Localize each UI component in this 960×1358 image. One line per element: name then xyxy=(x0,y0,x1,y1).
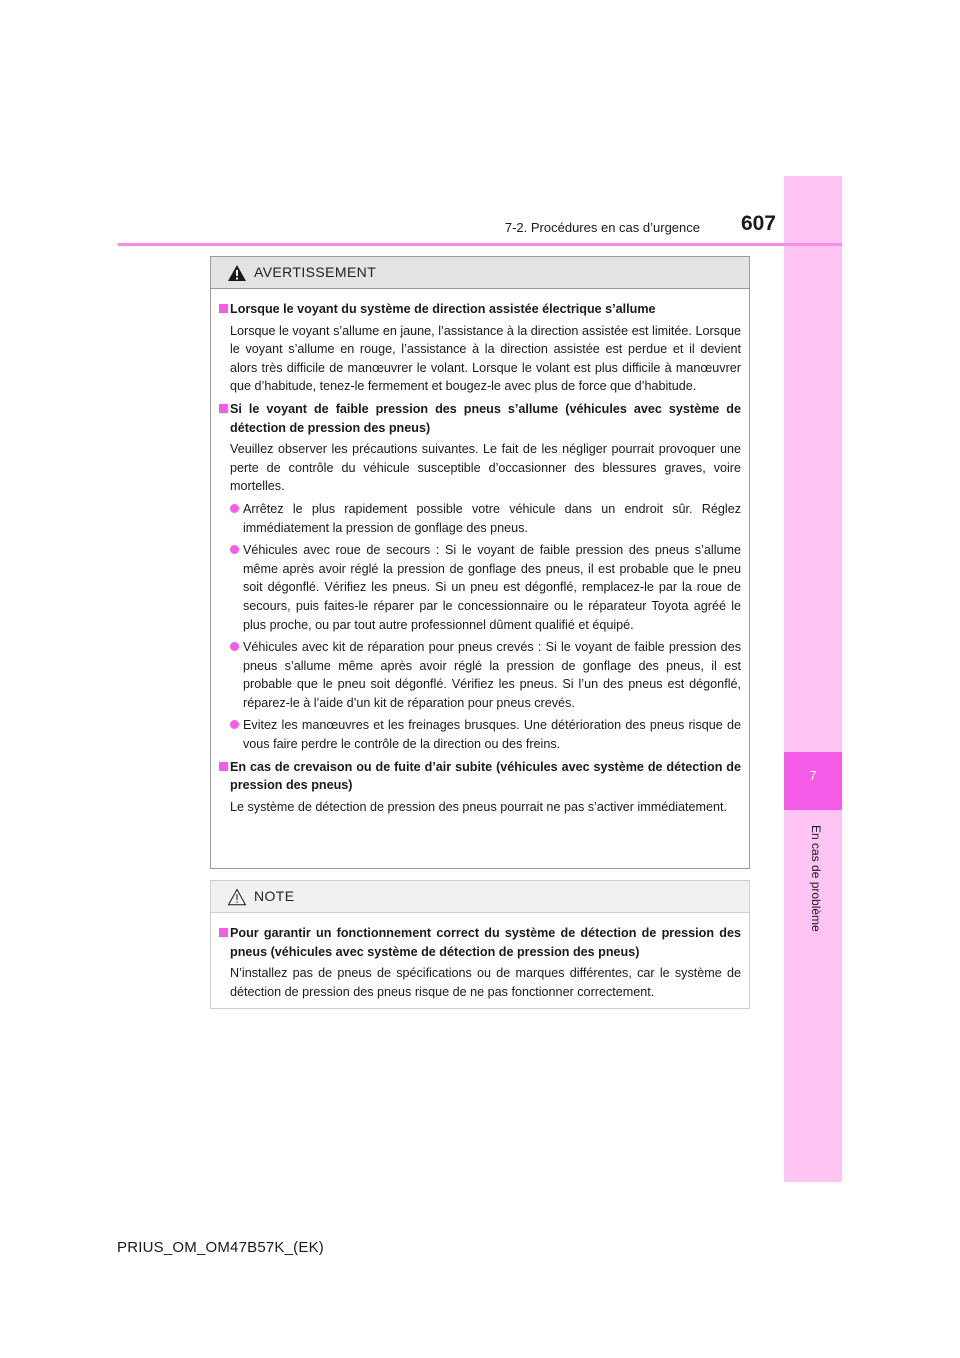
square-bullet-icon xyxy=(219,762,228,771)
section-heading xyxy=(219,758,741,795)
note-body xyxy=(211,913,749,1001)
round-bullet-icon xyxy=(230,504,239,513)
warning-body xyxy=(211,289,749,816)
list-item-text: Véhicules avec roue de secours : Si le voyant de faible pression des pneus s’allume même après avoir réglé la pression de gonflage des pneus, il est probable que le pneu soit dégonflé. Vérifiez les pneus. Si un pneu est dégonflé, remplacez-le par la roue de secours, puis faites-le réparer par le concessionnaire ou le réparateur Toyota agréé le plus proche, ou par tout autre professionnel dûment qualifié et équipé. xyxy=(243,543,741,632)
note-box xyxy=(210,880,750,1009)
round-bullet-icon xyxy=(230,545,239,554)
round-bullet-icon xyxy=(230,720,239,729)
section-heading xyxy=(219,400,741,437)
paragraph-text: Lorsque le voyant s’allume en jaune, l’assistance à la direction assistée est limitée. Lorsque le voyant s’allume en rouge, l’assistance à la direction assistée est perdue et il devient alors très difficile de manœuvrer le volant. Lorsque le volant est plus difficile à manœuvrer que d’habitude, tenez-le fermement et bougez-le avec plus de force que d’habitude. xyxy=(230,323,741,394)
note-title: NOTE xyxy=(254,888,295,904)
section-heading xyxy=(219,924,741,961)
chapter-label xyxy=(809,825,823,845)
list-item-text: Evitez les manœuvres et les freinages brusques. Une détérioration des pneus risque de vous faire perdre le contrôle de la direction ou des freins. xyxy=(243,718,741,752)
section-title: 7-2. Procédures en cas d’urgence xyxy=(504,220,700,235)
page-number: 607 xyxy=(740,212,776,235)
warning-triangle-outline-icon xyxy=(227,888,247,906)
paragraph xyxy=(219,440,741,496)
warning-triangle-filled-icon xyxy=(227,264,247,282)
round-bullet-icon xyxy=(230,642,239,651)
paragraph xyxy=(219,322,741,396)
warning-box xyxy=(210,256,750,869)
chapter-side-tab xyxy=(784,176,842,1182)
chapter-number: 7 xyxy=(809,768,817,783)
heading-text: Lorsque le voyant du système de direction assistée électrique s’allume xyxy=(230,302,656,316)
heading-text: Si le voyant de faible pression des pneus s’allume (véhicules avec système de détection de pression des pneus) xyxy=(230,401,741,435)
heading-text: En cas de crevaison ou de fuite d’air subite (véhicules avec système de détection de pression des pneus) xyxy=(230,759,741,793)
list-item-text: Arrêtez le plus rapidement possible votre véhicule dans un endroit sûr. Réglez immédiatement la pression de gonflage des pneus. xyxy=(243,501,741,535)
header-divider xyxy=(118,243,842,246)
warning-title: AVERTISSEMENT xyxy=(254,264,377,280)
document-code: PRIUS_OM_OM47B57K_(EK) xyxy=(117,1239,324,1256)
square-bullet-icon xyxy=(219,404,228,413)
paragraph-text: Le système de détection de pression des pneus pourrait ne pas s’activer immédiatement. xyxy=(230,799,728,814)
list-item xyxy=(219,500,741,537)
paragraph xyxy=(219,798,741,817)
note-header xyxy=(211,881,749,913)
paragraph-text: N’installez pas de pneus de spécifications ou de marques différentes, car le système de détection de pression des pneus risque de ne pas fonctionner correctement. xyxy=(230,966,741,999)
paragraph-text: Veuillez observer les précautions suivantes. Le fait de les négliger pourrait provoquer une perte de contrôle du véhicule susceptible d’occasionner des blessures graves, voire mortelles. xyxy=(230,442,741,494)
list-item xyxy=(219,541,741,634)
section-heading xyxy=(219,300,741,319)
heading-text: Pour garantir un fonctionnement correct du système de détection de pression des pneus (véhicules avec système de détection de pression des pneus) xyxy=(230,926,741,959)
square-bullet-icon xyxy=(219,304,228,313)
list-item xyxy=(219,638,741,712)
warning-header xyxy=(211,257,749,289)
paragraph xyxy=(219,964,741,1001)
list-item-text: Véhicules avec kit de réparation pour pneus crevés : Si le voyant de faible pression des pneus s’allume même après avoir réglé la pression de gonflage des pneus, il est probable que le pneu soit dégonflé. Vérifiez les pneus. Si l’un des pneus est dégonflé, réparez-le à l’aide d’un kit de réparation pour pneus crevés. xyxy=(243,640,741,710)
square-bullet-icon xyxy=(219,928,228,937)
list-item xyxy=(219,716,741,753)
